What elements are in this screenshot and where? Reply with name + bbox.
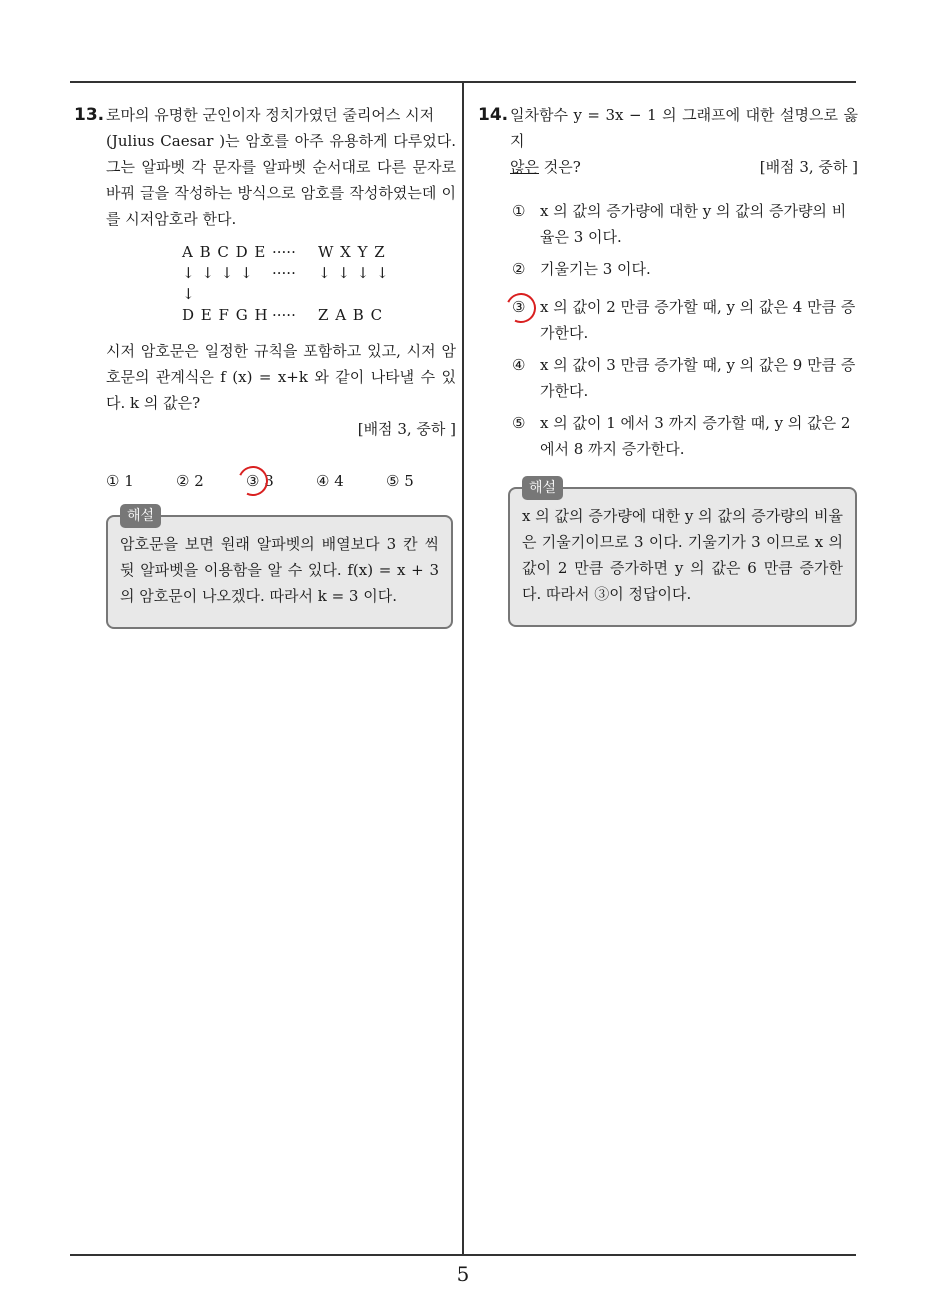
question-number: 13.: [74, 105, 105, 125]
explanation-tag: 해설: [522, 476, 563, 500]
explanation-text: x 의 값의 증가량에 대한 y 의 값의 증가량의 비율은 기울기이므로 3 이다. 기울기가 3 이므로 x 의 값이 2 만큼 증가하면 y 의 값은 6 만큼 증가한다. 따라서 ③이 정답이다.: [522, 507, 843, 603]
choice-4[interactable]: ④ 4: [316, 472, 344, 490]
choice-1[interactable]: ① x 의 값의 증가량에 대한 y 의 값의 증가량의 비율은 3 이다.: [512, 202, 847, 246]
answer-choices: [512, 198, 858, 462]
explanation-text: 암호문을 보면 원래 알파벳의 배열보다 3 칸 씩 뒷 알파벳을 이용함을 알 수 있다. f(x) = x + 3 의 암호문이 나오겠다. 따라서 k = 3 이다.: [120, 535, 439, 605]
page-number: 5: [456, 1262, 470, 1286]
question-body: (Julius Caesar )는 암호를 아주 유용하게 다루었다. 그는 알파벳 각 문자를 알파벳 순서대로 다른 문자로 바꿔 글을 작성하는 방식으로 암호를 작성하였는데 이를 시저암호라 한다.: [106, 132, 456, 228]
question-line1: 일차함수 y = 3x − 1 의 그래프에 대한 설명으로 옳지: [510, 106, 858, 150]
choice-3[interactable]: ③ 3: [246, 468, 316, 494]
cipher-table: [182, 242, 456, 326]
explanation-tag: 해설: [120, 504, 161, 528]
choice-3[interactable]: ③ x 의 값이 2 만큼 증가할 때, y 의 값은 4 만큼 증가한다.: [512, 294, 858, 346]
choice-5[interactable]: ⑤ 5: [386, 472, 414, 490]
score-label: [배점 3, 중하 ]: [357, 420, 456, 438]
question-line1: 로마의 유명한 군인이자 정치가였던 줄리어스 시저: [106, 106, 435, 124]
bottom-rule: [70, 1254, 856, 1256]
cipher-row-plain: A B C D E ····· W X Y Z: [182, 243, 386, 261]
question-prompt: 시저 암호문은 일정한 규칙을 포함하고 있고, 시저 암호문의 관계식은 f (x) = x+k 와 같이 나타낼 수 있다. k 의 값은?: [106, 342, 456, 412]
question-14: [478, 102, 858, 468]
answer-choices: [106, 468, 456, 494]
explanation-box-14: [508, 480, 857, 627]
score-label: [배점 3, 중하 ]: [759, 158, 858, 176]
choice-5[interactable]: ⑤ x 의 값이 1 에서 3 까지 증가할 때, y 의 값은 2 에서 8 까지 증가한다.: [512, 414, 851, 458]
cipher-row-cipher: D E F G H ····· Z A B C: [182, 306, 384, 324]
choice-2[interactable]: ② 기울기는 3 이다.: [512, 260, 651, 278]
choice-1[interactable]: ① 1: [106, 472, 134, 490]
column-divider: [462, 82, 464, 1254]
explanation-box-13: [106, 508, 453, 629]
question-13: [74, 102, 456, 494]
choice-4[interactable]: ④ x 의 값이 3 만큼 증가할 때, y 의 값은 9 만큼 증가한다.: [512, 356, 856, 400]
choice-2[interactable]: ② 2: [176, 472, 204, 490]
question-number: 14.: [478, 105, 509, 125]
underlined-word: 않은: [510, 158, 539, 176]
question-line2: 않은 것은? [배점 3, 중하 ]: [510, 154, 858, 180]
cipher-row-arrows: ↓ ↓ ↓ ↓ ↓ ····· ↓ ↓ ↓ ↓: [182, 264, 390, 303]
